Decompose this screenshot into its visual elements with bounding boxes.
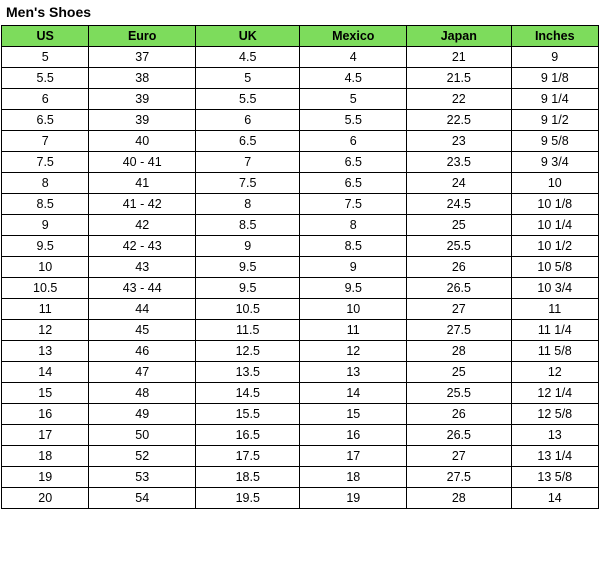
- cell-mexico: 13: [300, 362, 407, 383]
- size-conversion-table: [1, 25, 599, 509]
- cell-us: 7: [2, 131, 89, 152]
- cell-us: 11: [2, 299, 89, 320]
- cell-uk: 17.5: [196, 446, 300, 467]
- cell-euro: 45: [89, 320, 196, 341]
- cell-inches: 11 1/4: [511, 320, 598, 341]
- cell-us: 7.5: [2, 152, 89, 173]
- cell-us: 10: [2, 257, 89, 278]
- cell-us: 9.5: [2, 236, 89, 257]
- cell-euro: 42: [89, 215, 196, 236]
- table-row: [2, 446, 599, 467]
- cell-japan: 25: [407, 362, 511, 383]
- cell-euro: 44: [89, 299, 196, 320]
- table-row: [2, 362, 599, 383]
- table-header-row: [2, 26, 599, 47]
- page-title: Men's Shoes: [6, 4, 92, 20]
- table-row: [2, 194, 599, 215]
- cell-us: 18: [2, 446, 89, 467]
- cell-uk: 6.5: [196, 131, 300, 152]
- table-row: [2, 131, 599, 152]
- table-row: [2, 383, 599, 404]
- cell-japan: 24: [407, 173, 511, 194]
- cell-inches: 12 5/8: [511, 404, 598, 425]
- table-body: [2, 47, 599, 509]
- cell-us: 14: [2, 362, 89, 383]
- cell-mexico: 18: [300, 467, 407, 488]
- cell-japan: 22.5: [407, 110, 511, 131]
- cell-us: 20: [2, 488, 89, 509]
- cell-inches: 14: [511, 488, 598, 509]
- cell-uk: 9.5: [196, 257, 300, 278]
- cell-uk: 9.5: [196, 278, 300, 299]
- cell-mexico: 6.5: [300, 173, 407, 194]
- cell-mexico: 6: [300, 131, 407, 152]
- cell-us: 16: [2, 404, 89, 425]
- table-row: [2, 341, 599, 362]
- cell-inches: 9 3/4: [511, 152, 598, 173]
- cell-japan: 28: [407, 488, 511, 509]
- table-row: [2, 278, 599, 299]
- cell-uk: 19.5: [196, 488, 300, 509]
- cell-euro: 41: [89, 173, 196, 194]
- table-row: [2, 68, 599, 89]
- cell-japan: 26: [407, 257, 511, 278]
- cell-inches: 11 5/8: [511, 341, 598, 362]
- column-header-uk: UK: [196, 26, 300, 47]
- cell-uk: 14.5: [196, 383, 300, 404]
- cell-japan: 22: [407, 89, 511, 110]
- cell-euro: 41 - 42: [89, 194, 196, 215]
- cell-euro: 54: [89, 488, 196, 509]
- cell-inches: 12: [511, 362, 598, 383]
- cell-us: 10.5: [2, 278, 89, 299]
- cell-euro: 52: [89, 446, 196, 467]
- cell-euro: 47: [89, 362, 196, 383]
- cell-inches: 9: [511, 47, 598, 68]
- cell-us: 6: [2, 89, 89, 110]
- cell-inches: 9 1/4: [511, 89, 598, 110]
- cell-mexico: 8: [300, 215, 407, 236]
- cell-mexico: 16: [300, 425, 407, 446]
- cell-mexico: 4.5: [300, 68, 407, 89]
- cell-mexico: 7.5: [300, 194, 407, 215]
- cell-us: 5: [2, 47, 89, 68]
- cell-japan: 26.5: [407, 425, 511, 446]
- cell-japan: 27: [407, 299, 511, 320]
- cell-uk: 5.5: [196, 89, 300, 110]
- table-row: [2, 236, 599, 257]
- cell-inches: 9 1/2: [511, 110, 598, 131]
- column-header-mexico: Mexico: [300, 26, 407, 47]
- cell-euro: 40: [89, 131, 196, 152]
- cell-mexico: 11: [300, 320, 407, 341]
- cell-uk: 10.5: [196, 299, 300, 320]
- cell-inches: 9 1/8: [511, 68, 598, 89]
- cell-mexico: 10: [300, 299, 407, 320]
- cell-euro: 49: [89, 404, 196, 425]
- cell-mexico: 17: [300, 446, 407, 467]
- cell-mexico: 9.5: [300, 278, 407, 299]
- cell-japan: 27.5: [407, 320, 511, 341]
- cell-inches: 10 3/4: [511, 278, 598, 299]
- cell-uk: 4.5: [196, 47, 300, 68]
- cell-japan: 26: [407, 404, 511, 425]
- cell-uk: 16.5: [196, 425, 300, 446]
- cell-japan: 24.5: [407, 194, 511, 215]
- table-row: [2, 425, 599, 446]
- table-row: [2, 152, 599, 173]
- cell-japan: 21.5: [407, 68, 511, 89]
- cell-us: 5.5: [2, 68, 89, 89]
- cell-euro: 39: [89, 89, 196, 110]
- cell-uk: 15.5: [196, 404, 300, 425]
- cell-mexico: 8.5: [300, 236, 407, 257]
- cell-inches: 13 5/8: [511, 467, 598, 488]
- cell-uk: 13.5: [196, 362, 300, 383]
- table-row: [2, 299, 599, 320]
- cell-japan: 25.5: [407, 383, 511, 404]
- cell-mexico: 15: [300, 404, 407, 425]
- table-row: [2, 89, 599, 110]
- cell-inches: 13 1/4: [511, 446, 598, 467]
- cell-japan: 23.5: [407, 152, 511, 173]
- cell-uk: 11.5: [196, 320, 300, 341]
- cell-euro: 53: [89, 467, 196, 488]
- cell-us: 12: [2, 320, 89, 341]
- table-row: [2, 257, 599, 278]
- cell-us: 9: [2, 215, 89, 236]
- cell-japan: 25.5: [407, 236, 511, 257]
- cell-inches: 13: [511, 425, 598, 446]
- cell-uk: 8.5: [196, 215, 300, 236]
- cell-uk: 12.5: [196, 341, 300, 362]
- cell-euro: 48: [89, 383, 196, 404]
- table-row: [2, 215, 599, 236]
- cell-mexico: 4: [300, 47, 407, 68]
- cell-inches: 10 1/4: [511, 215, 598, 236]
- cell-euro: 43 - 44: [89, 278, 196, 299]
- cell-us: 6.5: [2, 110, 89, 131]
- cell-japan: 23: [407, 131, 511, 152]
- cell-inches: 10 1/2: [511, 236, 598, 257]
- cell-us: 8.5: [2, 194, 89, 215]
- table-row: [2, 320, 599, 341]
- cell-euro: 38: [89, 68, 196, 89]
- table-row: [2, 110, 599, 131]
- cell-uk: 9: [196, 236, 300, 257]
- cell-us: 17: [2, 425, 89, 446]
- cell-mexico: 19: [300, 488, 407, 509]
- table-header: [2, 26, 599, 47]
- cell-mexico: 14: [300, 383, 407, 404]
- cell-japan: 25: [407, 215, 511, 236]
- cell-mexico: 5.5: [300, 110, 407, 131]
- cell-inches: 10: [511, 173, 598, 194]
- cell-inches: 10 5/8: [511, 257, 598, 278]
- cell-us: 13: [2, 341, 89, 362]
- cell-japan: 27.5: [407, 467, 511, 488]
- cell-uk: 7: [196, 152, 300, 173]
- cell-japan: 28: [407, 341, 511, 362]
- cell-us: 19: [2, 467, 89, 488]
- cell-euro: 39: [89, 110, 196, 131]
- cell-japan: 26.5: [407, 278, 511, 299]
- cell-euro: 42 - 43: [89, 236, 196, 257]
- cell-uk: 5: [196, 68, 300, 89]
- cell-inches: 11: [511, 299, 598, 320]
- cell-inches: 10 1/8: [511, 194, 598, 215]
- column-header-euro: Euro: [89, 26, 196, 47]
- column-header-japan: Japan: [407, 26, 511, 47]
- column-header-inches: Inches: [511, 26, 598, 47]
- cell-uk: 7.5: [196, 173, 300, 194]
- cell-euro: 50: [89, 425, 196, 446]
- column-header-us: US: [2, 26, 89, 47]
- cell-euro: 40 - 41: [89, 152, 196, 173]
- cell-inches: 12 1/4: [511, 383, 598, 404]
- cell-mexico: 5: [300, 89, 407, 110]
- cell-uk: 8: [196, 194, 300, 215]
- table-row: [2, 173, 599, 194]
- cell-euro: 43: [89, 257, 196, 278]
- cell-uk: 18.5: [196, 467, 300, 488]
- cell-japan: 21: [407, 47, 511, 68]
- table-row: [2, 467, 599, 488]
- cell-japan: 27: [407, 446, 511, 467]
- cell-mexico: 9: [300, 257, 407, 278]
- cell-us: 15: [2, 383, 89, 404]
- cell-euro: 46: [89, 341, 196, 362]
- cell-euro: 37: [89, 47, 196, 68]
- cell-inches: 9 5/8: [511, 131, 598, 152]
- cell-us: 8: [2, 173, 89, 194]
- table-row: [2, 488, 599, 509]
- cell-mexico: 6.5: [300, 152, 407, 173]
- table-row: [2, 47, 599, 68]
- table-row: [2, 404, 599, 425]
- cell-mexico: 12: [300, 341, 407, 362]
- cell-uk: 6: [196, 110, 300, 131]
